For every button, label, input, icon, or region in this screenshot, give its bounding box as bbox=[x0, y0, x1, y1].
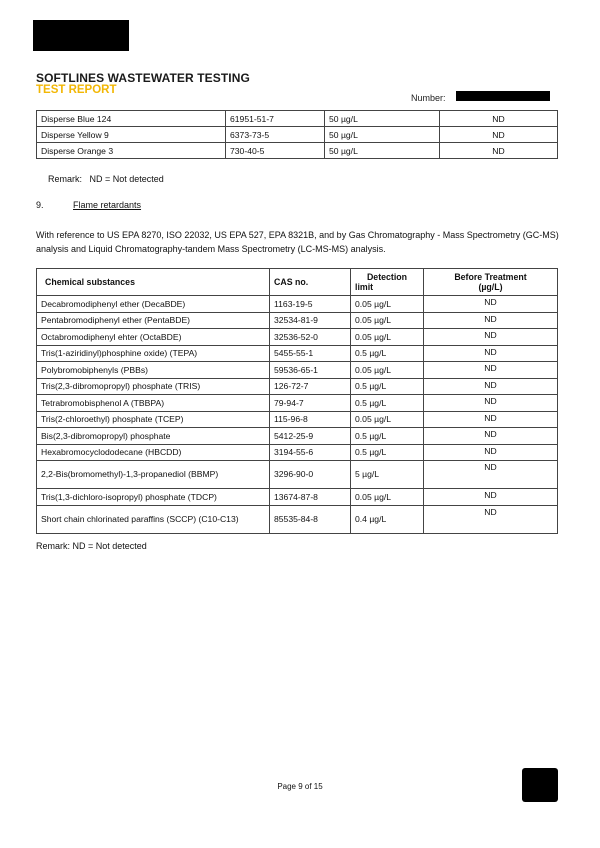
section-title: Flame retardants bbox=[73, 200, 142, 210]
header-before-line1: Before Treatment bbox=[454, 272, 527, 282]
redacted-logo bbox=[33, 20, 129, 51]
page-number: Page 9 of 15 bbox=[277, 782, 323, 791]
cas-cell: 3296-90-0 bbox=[270, 461, 351, 489]
result-cell: ND bbox=[424, 505, 558, 533]
disperse-dyes-table bbox=[36, 110, 558, 159]
result-cell: ND bbox=[424, 296, 558, 313]
table-row bbox=[37, 143, 558, 159]
header-detection-line1: Detection bbox=[366, 272, 408, 282]
result-cell: ND bbox=[424, 378, 558, 395]
table-row bbox=[37, 489, 558, 506]
limit-cell: 0.05 µg/L bbox=[351, 296, 424, 313]
substance-cell: Disperse Blue 124 bbox=[37, 111, 226, 127]
substance-cell: Disperse Yellow 9 bbox=[37, 127, 226, 143]
substance-cell: Tris(1-aziridinyl)phosphine oxide) (TEPA) bbox=[37, 345, 270, 362]
limit-cell: 50 µg/L bbox=[325, 127, 440, 143]
limit-cell: 5 µg/L bbox=[351, 461, 424, 489]
limit-cell: 0.5 µg/L bbox=[351, 395, 424, 412]
substance-cell: Bis(2,3-dibromopropyl) phosphate bbox=[37, 428, 270, 445]
header-cas-no: CAS no. bbox=[270, 269, 351, 296]
cas-cell: 126-72-7 bbox=[270, 378, 351, 395]
table-row bbox=[37, 312, 558, 329]
cas-cell: 13674-87-8 bbox=[270, 489, 351, 506]
result-cell: ND bbox=[440, 111, 558, 127]
limit-cell: 0.05 µg/L bbox=[351, 362, 424, 379]
limit-cell: 0.4 µg/L bbox=[351, 505, 424, 533]
cas-cell: 85535-84-8 bbox=[270, 505, 351, 533]
header-detection-line2: limit bbox=[355, 282, 374, 292]
result-cell: ND bbox=[424, 428, 558, 445]
substance-cell: Tris(2,3-dibromopropyl) phosphate (TRIS) bbox=[37, 378, 270, 395]
substance-cell: Hexabromocyclododecane (HBCDD) bbox=[37, 444, 270, 461]
limit-cell: 50 µg/L bbox=[325, 143, 440, 159]
substance-cell: 2,2-Bis(bromomethyl)-1,3-propanediol (BBMP) bbox=[37, 461, 270, 489]
section-heading bbox=[36, 200, 141, 210]
cas-cell: 79-94-7 bbox=[270, 395, 351, 412]
flame-retardants-table bbox=[36, 268, 558, 534]
result-cell: ND bbox=[424, 312, 558, 329]
table-row bbox=[37, 395, 558, 412]
method-paragraph: With reference to US EPA 8270, ISO 22032, US EPA 527, EPA 8321B, and by Gas Chromatography - Mass Spectrometry (GC-MS) analysis and Liquid Chromatography-tandem Mass Spectrometry (LC-MS-MS) analysis. bbox=[36, 230, 559, 254]
cas-cell: 730-40-5 bbox=[226, 143, 325, 159]
limit-cell: 0.05 µg/L bbox=[351, 329, 424, 346]
result-cell: ND bbox=[424, 395, 558, 412]
result-cell: ND bbox=[424, 411, 558, 428]
header-before-line2: (µg/L) bbox=[478, 282, 503, 292]
report-title: SOFTLINES WASTEWATER TESTING bbox=[36, 71, 250, 85]
substance-cell: Pentabromodiphenyl ether (PentaBDE) bbox=[37, 312, 270, 329]
limit-cell: 50 µg/L bbox=[325, 111, 440, 127]
substance-cell: Tetrabromobisphenol A (TBBPA) bbox=[37, 395, 270, 412]
table-row bbox=[37, 444, 558, 461]
section-number: 9. bbox=[36, 200, 44, 210]
table-row bbox=[37, 127, 558, 143]
substance-cell: Polybromobiphenyls (PBBs) bbox=[37, 362, 270, 379]
result-cell: ND bbox=[440, 143, 558, 159]
cas-cell: 115-96-8 bbox=[270, 411, 351, 428]
cas-cell: 59536-65-1 bbox=[270, 362, 351, 379]
limit-cell: 0.05 µg/L bbox=[351, 411, 424, 428]
result-cell: ND bbox=[424, 444, 558, 461]
table-row bbox=[37, 461, 558, 489]
table-row bbox=[37, 362, 558, 379]
limit-cell: 0.05 µg/L bbox=[351, 489, 424, 506]
redacted-stamp bbox=[522, 768, 558, 802]
report-subtitle: TEST REPORT bbox=[36, 84, 117, 96]
table-row bbox=[37, 505, 558, 533]
limit-cell: 0.05 µg/L bbox=[351, 312, 424, 329]
table-row bbox=[37, 411, 558, 428]
table-row bbox=[37, 345, 558, 362]
substance-cell: Tris(1,3-dichloro-isopropyl) phosphate (TDCP) bbox=[37, 489, 270, 506]
limit-cell: 0.5 µg/L bbox=[351, 378, 424, 395]
cas-cell: 3194-55-6 bbox=[270, 444, 351, 461]
result-cell: ND bbox=[424, 489, 558, 506]
table-row bbox=[37, 378, 558, 395]
result-cell: ND bbox=[424, 345, 558, 362]
substance-cell: Short chain chlorinated paraffins (SCCP) (C10-C13) bbox=[37, 505, 270, 533]
cas-cell: 6373-73-5 bbox=[226, 127, 325, 143]
report-number-label: Number: bbox=[411, 93, 446, 103]
table-row bbox=[37, 329, 558, 346]
cas-cell: 32536-52-0 bbox=[270, 329, 351, 346]
cas-cell: 5455-55-1 bbox=[270, 345, 351, 362]
table-row bbox=[37, 111, 558, 127]
header-chemical-substances: Chemical substances bbox=[37, 269, 270, 296]
table-row bbox=[37, 296, 558, 313]
result-cell: ND bbox=[440, 127, 558, 143]
limit-cell: 0.5 µg/L bbox=[351, 345, 424, 362]
result-cell: ND bbox=[424, 362, 558, 379]
cas-cell: 5412-25-9 bbox=[270, 428, 351, 445]
table-row bbox=[37, 428, 558, 445]
redacted-report-number bbox=[456, 91, 550, 101]
substance-cell: Disperse Orange 3 bbox=[37, 143, 226, 159]
substance-cell: Octabromodiphenyl ehter (OctaBDE) bbox=[37, 329, 270, 346]
limit-cell: 0.5 µg/L bbox=[351, 428, 424, 445]
result-cell: ND bbox=[424, 329, 558, 346]
remark-not-detected-footer: Remark: ND = Not detected bbox=[36, 541, 147, 551]
substance-cell: Decabromodiphenyl ether (DecaBDE) bbox=[37, 296, 270, 313]
table-header-row bbox=[37, 269, 558, 296]
result-cell: ND bbox=[424, 461, 558, 489]
substance-cell: Tris(2-chloroethyl) phosphate (TCEP) bbox=[37, 411, 270, 428]
header-detection-limit bbox=[351, 269, 424, 296]
cas-cell: 61951-51-7 bbox=[226, 111, 325, 127]
limit-cell: 0.5 µg/L bbox=[351, 444, 424, 461]
cas-cell: 1163-19-5 bbox=[270, 296, 351, 313]
remark-not-detected: Remark: ND = Not detected bbox=[48, 174, 164, 184]
header-before-treatment bbox=[424, 269, 558, 296]
cas-cell: 32534-81-9 bbox=[270, 312, 351, 329]
